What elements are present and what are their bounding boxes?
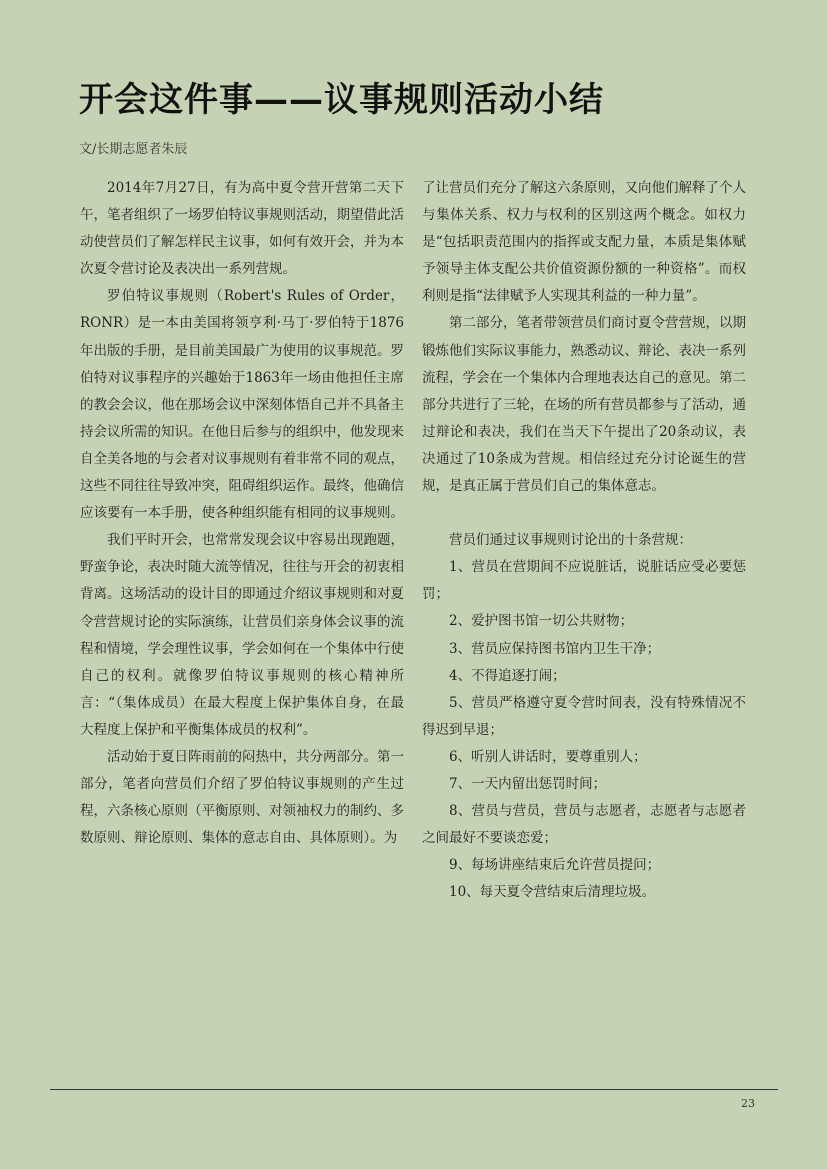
page-number: 23: [741, 1097, 755, 1110]
right-column: [422, 175, 746, 906]
left-column: [80, 175, 404, 852]
rule-item: 6、听别人讲话时，要尊重别人；: [449, 748, 647, 765]
rule-item: 5、营员严格遵守夏令营时间表，没有特殊情况不得迟到早退；: [422, 694, 746, 738]
article-title: 开会这件事——议事规则活动小结: [79, 80, 604, 120]
rule-item: 10、每天夏令营结束后清理垃圾。: [449, 884, 656, 901]
paragraph-activity-part-one: 活动始于夏日阵雨前的闷热中，共分两部分。第一部分，笔者向营员们介绍了罗伯特议事规则的产生过程，六条核心原则（平衡原则、对领袖权力的制约、多数原则、辩论原则、集体的意志自由、具体原则）。为: [80, 748, 404, 847]
rule-item: 7、一天内留出惩罚时间；: [449, 775, 607, 792]
footer-rule: [50, 1089, 778, 1090]
paragraph-ronr-history: 罗伯特议事规则（Robert's Rules of Order，RONR）是一本由美国将领亨利·马丁·罗伯特于1876年出版的手册，是目前美国最广为使用的议事规范。罗伯特对议事程序的兴趣始于1863年一场由他担任主席的教会会议，他在那场会议中深刻体悟自己并不具备主持会议所需的知识。在他日后参与的组织中，他发现来自全美各地的与会者对议事规则有着非常不同的观点，这些不同往往导致冲突，阻碍组织运作。最终，他确信应该要有一本手册，使各种组织能有相同的议事规则。: [80, 288, 404, 522]
paragraph-meeting-problems: 我们平时开会，也常常发现会议中容易出现跑题，野蛮争论，表决时随大流等情况，往往与开会的初衷相背离。这场活动的设计目的即通过介绍议事规则和对夏令营营规讨论的实际演练，让营员们亲身体会议事的流程和情境，学会理性议事，学会如何在一个集体中行使自己的权利。就像罗伯特议事规则的核心精神所言：“（集体成员）在最大程度上保护集体自身，在最大程度上保护和平衡集体成员的权利”。: [80, 532, 404, 738]
rule-item: 2、爱护图书馆一切公共财物；: [449, 613, 634, 630]
paragraph-activity-part-two: 第二部分，笔者带领营员们商讨夏令营营规，以期锻炼他们实际议事能力，熟悉动议、辩论、表决一系列流程，学会在一个集体内合理地表达自己的意见。第二部分共进行了三轮，在场的所有营员都参与了活动，通过辩论和表决，我们在当天下午提出了20条动议，表决通过了10条成为营规。相信经过充分讨论诞生的营规，是真正属于营员们自己的集体意志。: [422, 315, 746, 495]
rules-intro: 营员们通过议事规则讨论出的十条营规：: [449, 532, 692, 549]
rule-item: 4、不得追逐打闹；: [449, 667, 566, 684]
rule-item: 9、每场讲座结束后允许营员提问；: [449, 857, 661, 874]
rule-item: 3、营员应保持图书馆内卫生干净；: [449, 640, 661, 657]
article-byline: 文/长期志愿者朱辰: [79, 142, 188, 157]
rule-item: 8、营员与营员，营员与志愿者，志愿者与志愿者之间最好不要谈恋爱；: [422, 803, 746, 847]
paragraph-intro: 2014年7月27日，有为高中夏令营开营第二天下午，笔者组织了一场罗伯特议事规则活动，期望借此活动使营员们了解怎样民主议事，如何有效开会，并为本次夏令营讨论及表决出一系列营规。: [80, 180, 404, 278]
rule-item: 1、营员在营期间不应说脏话，说脏话应受必要惩罚；: [422, 559, 746, 603]
paragraph-continued: 了让营员们充分了解这六条原则，又向他们解释了个人与集体关系、权力与权利的区别这两个概念。如权力是“包括职责范围内的指挥或支配力量，本质是集体赋予领导主体支配公共价值资源份额的一种资格”。而权利则是指“法律赋予人实现其利益的一种力量”。: [422, 180, 746, 305]
